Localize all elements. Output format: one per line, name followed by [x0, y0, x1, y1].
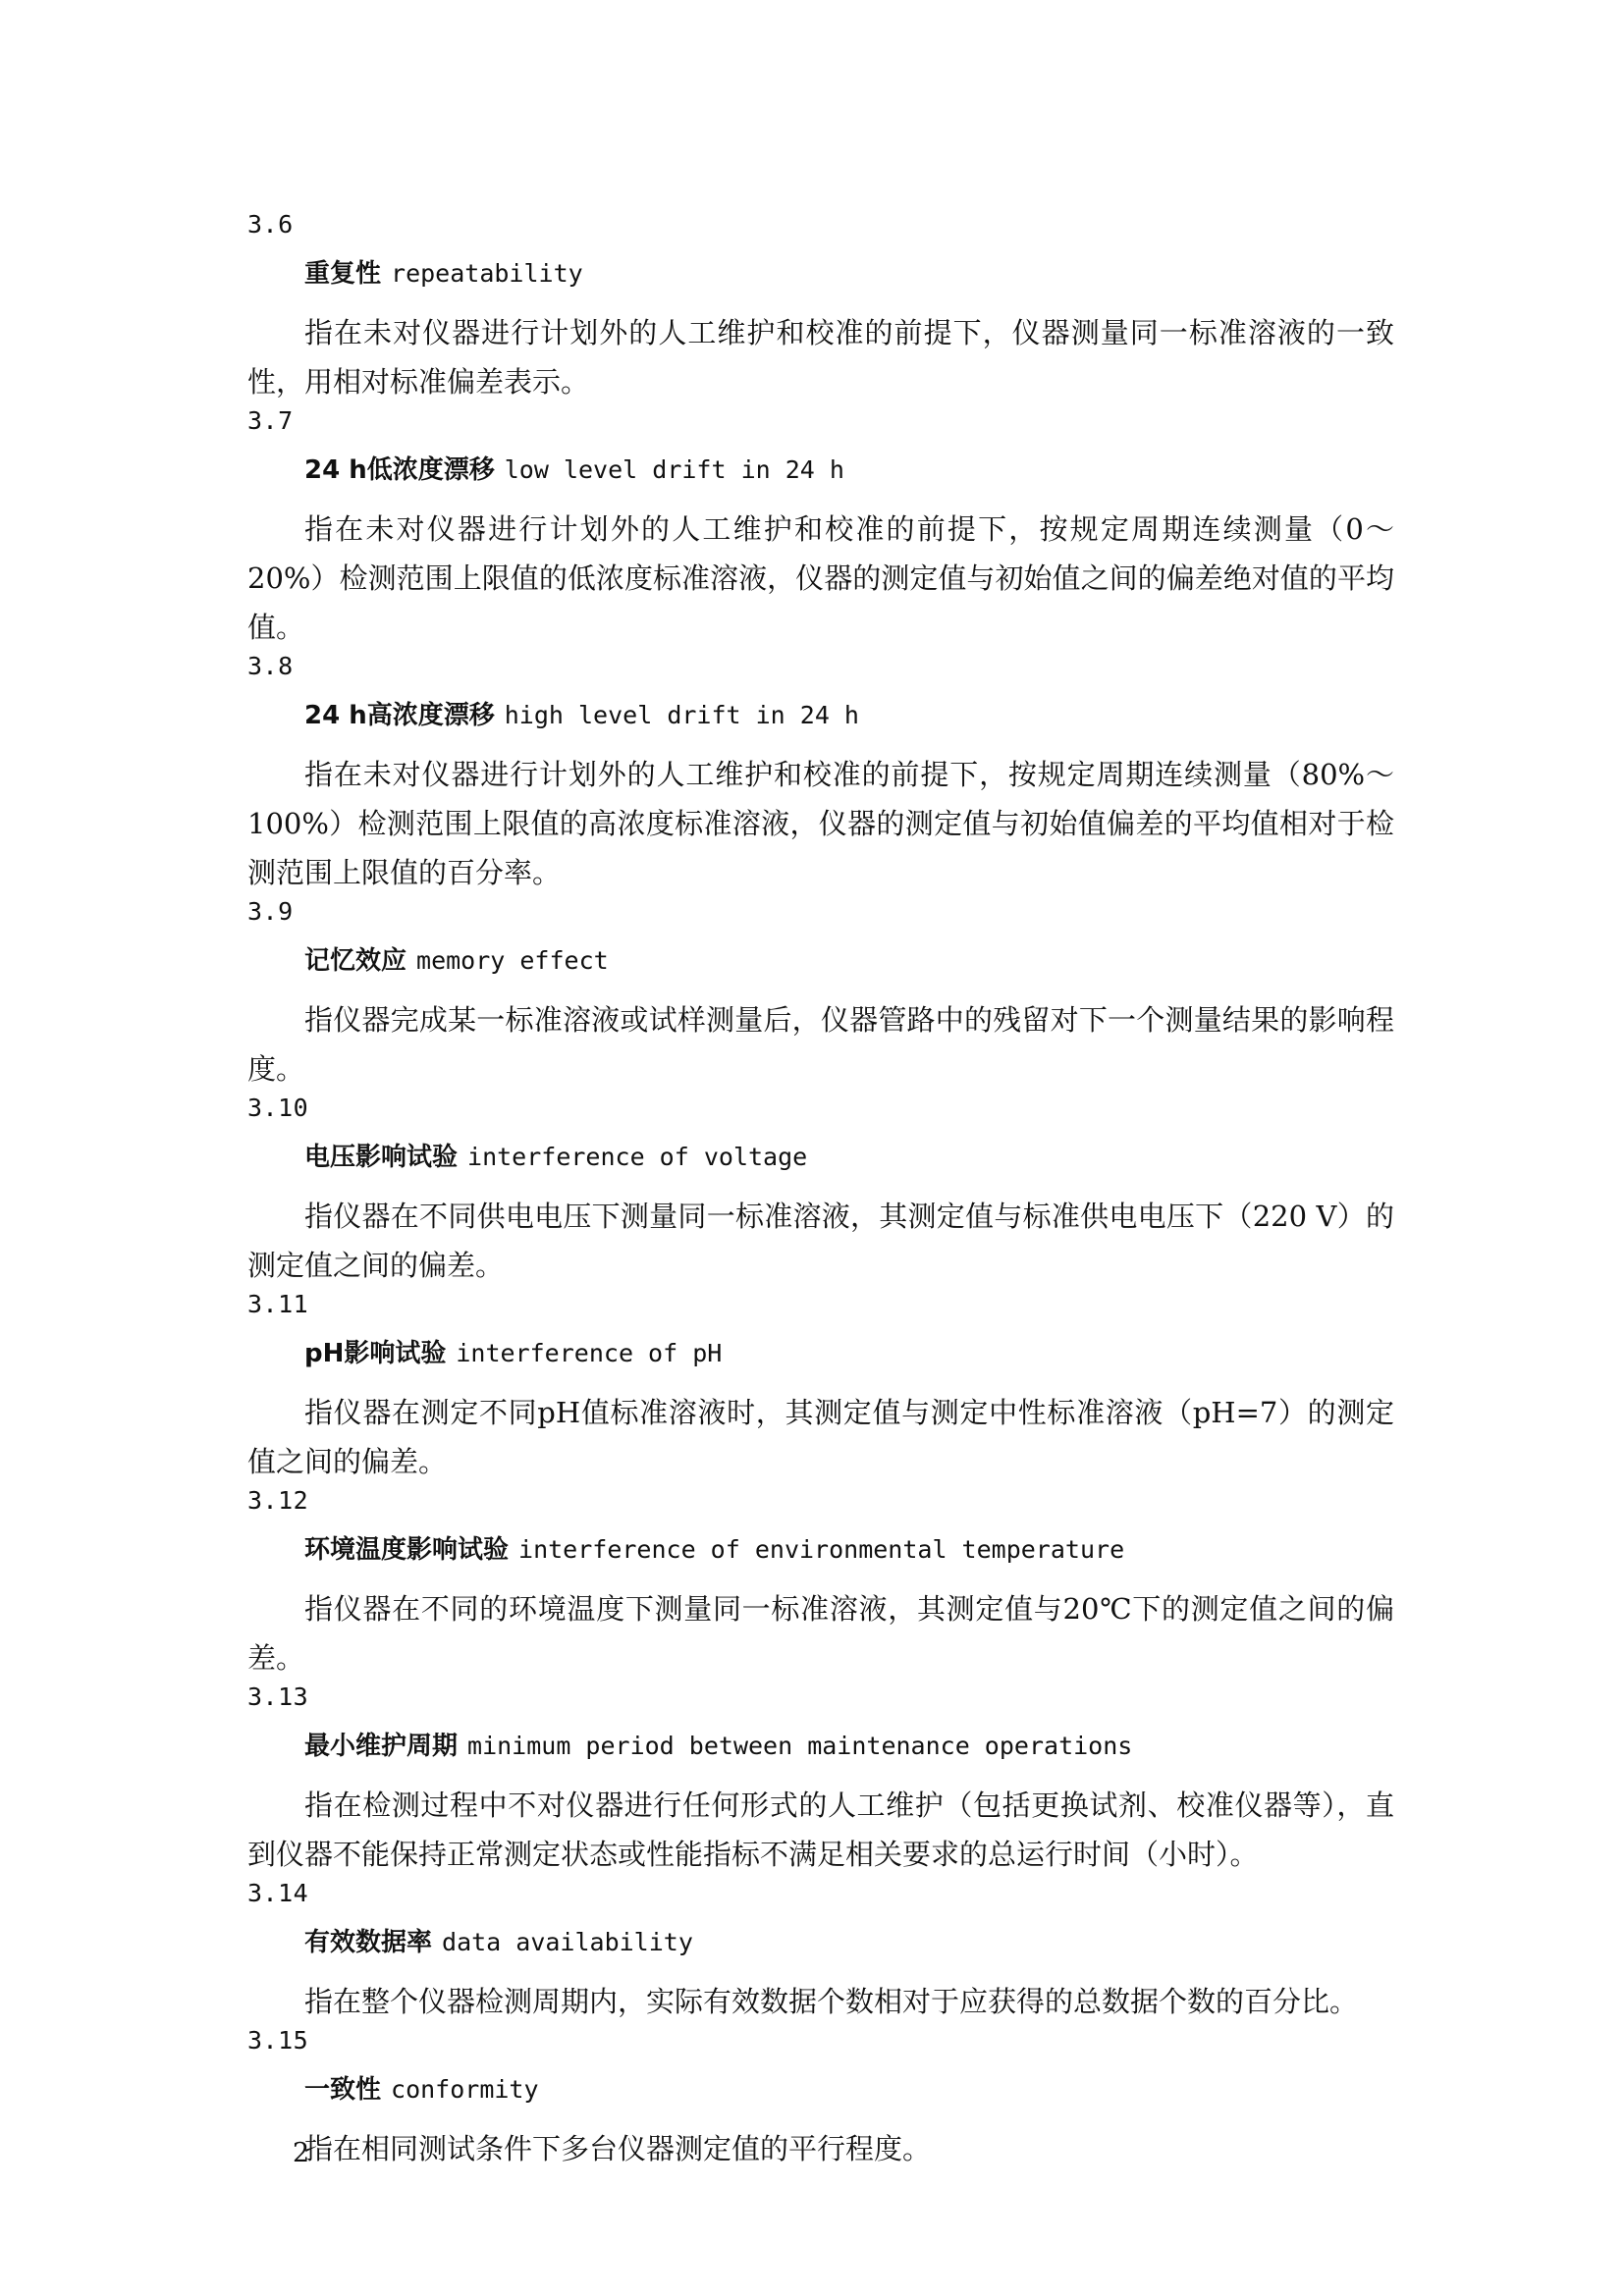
- term-entry: [247, 1682, 1394, 1879]
- terms-section: [247, 210, 1394, 2173]
- term-definition: 指在整个仪器检测周期内，实际有效数据个数相对于应获得的总数据个数的百分比。: [304, 1985, 1359, 2018]
- term-entry: [247, 406, 1394, 652]
- term-english: minimum period between maintenance operations: [467, 1732, 1133, 1760]
- term-definition: 指仪器在测定不同pH值标准溶液时，其测定值与测定中性标准溶液（pH=7）的测定值之间的偏差。: [247, 1396, 1394, 1478]
- term-english: memory effect: [416, 946, 609, 975]
- term-chinese: 最小维护周期: [304, 1732, 459, 1761]
- term-heading: [247, 2075, 1394, 2124]
- term-entry: [247, 210, 1394, 406]
- term-definition: 指在未对仪器进行计划外的人工维护和校准的前提下，仪器测量同一标准溶液的一致性，用相对标准偏差表示。: [247, 316, 1394, 399]
- clause-number: 3.14: [247, 1879, 309, 1907]
- term-definition: 指在未对仪器进行计划外的人工维护和校准的前提下，按规定周期连续测量（0～20%）检测范围上限值的低浓度标准溶液，仪器的测定值与初始值之间的偏差绝对值的平均值。: [247, 512, 1394, 644]
- term-heading: [247, 1732, 1394, 1781]
- term-definition: 指仪器完成某一标准溶液或试样测量后，仪器管路中的残留对下一个测量结果的影响程度。: [247, 1003, 1394, 1086]
- term-definition: 指在未对仪器进行计划外的人工维护和校准的前提下，按规定周期连续测量（80%～100%）检测范围上限值的高浓度标准溶液，仪器的测定值与初始值偏差的平均值相对于检测范围上限值的百分率。: [247, 758, 1394, 889]
- term-chinese: 记忆效应: [304, 946, 407, 976]
- term-heading: [247, 1339, 1394, 1388]
- term-entry: [247, 1486, 1394, 1682]
- term-definition: 指仪器在不同的环境温度下测量同一标准溶液，其测定值与20℃下的测定值之间的偏差。: [247, 1592, 1394, 1675]
- page-number: 2: [293, 2138, 310, 2168]
- term-chinese: 一致性: [304, 2075, 382, 2105]
- term-english: high level drift in 24 h: [504, 701, 859, 729]
- term-heading: [247, 1928, 1394, 1977]
- term-english: low level drift in 24 h: [504, 455, 844, 484]
- term-heading: [247, 1143, 1394, 1192]
- clause-number: 3.11: [247, 1290, 309, 1318]
- term-chinese: pH影响试验: [304, 1339, 447, 1368]
- term-heading: [247, 455, 1394, 505]
- term-heading: [247, 701, 1394, 750]
- clause-number: 3.8: [247, 652, 294, 680]
- term-entry: [247, 1290, 1394, 1486]
- term-entry: [247, 1879, 1394, 2026]
- term-chinese: 环境温度影响试验: [304, 1535, 510, 1565]
- term-definition: 指在相同测试条件下多台仪器测定值的平行程度。: [304, 2132, 932, 2165]
- term-definition: 指在检测过程中不对仪器进行任何形式的人工维护（包括更换试剂、校准仪器等），直到仪器不能保持正常测定状态或性能指标不满足相关要求的总运行时间（小时）。: [247, 1789, 1394, 1871]
- clause-number: 3.13: [247, 1682, 309, 1711]
- term-english: interference of environmental temperature: [518, 1535, 1125, 1564]
- term-entry: [247, 2026, 1394, 2173]
- term-heading: [247, 946, 1394, 995]
- clause-number: 3.12: [247, 1486, 309, 1515]
- term-entry: [247, 652, 1394, 897]
- term-english: repeatability: [391, 259, 583, 288]
- term-heading: [247, 259, 1394, 308]
- term-chinese: 24 h低浓度漂移: [304, 455, 495, 485]
- clause-number: 3.6: [247, 210, 294, 239]
- term-chinese: 24 h高浓度漂移: [304, 701, 495, 730]
- term-english: interference of voltage: [467, 1143, 808, 1171]
- term-chinese: 重复性: [304, 259, 382, 289]
- term-entry: [247, 897, 1394, 1094]
- clause-number: 3.7: [247, 406, 294, 435]
- term-english: data availability: [442, 1928, 693, 1956]
- clause-number: 3.10: [247, 1094, 309, 1122]
- clause-number: 3.15: [247, 2026, 309, 2055]
- term-chinese: 电压影响试验: [304, 1143, 459, 1172]
- term-chinese: 有效数据率: [304, 1928, 433, 1957]
- term-definition: 指仪器在不同供电电压下测量同一标准溶液，其测定值与标准供电电压下（220 V）的测定值之间的偏差。: [247, 1200, 1394, 1282]
- term-entry: [247, 1094, 1394, 1290]
- term-english: interference of pH: [456, 1339, 723, 1367]
- term-english: conformity: [391, 2075, 539, 2104]
- term-heading: [247, 1535, 1394, 1584]
- clause-number: 3.9: [247, 897, 294, 926]
